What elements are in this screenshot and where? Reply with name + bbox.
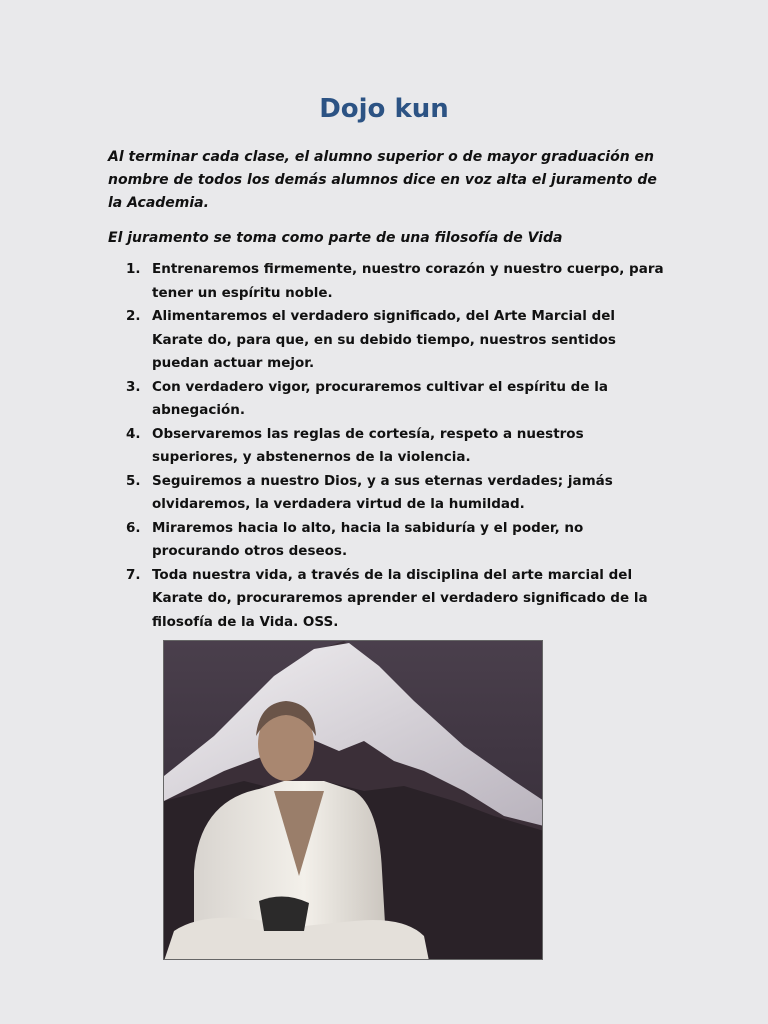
list-item-number: 5. [126,472,141,489]
list-item-number: 1. [126,261,141,277]
list-item [126,564,666,635]
oath-intro-paragraph: El juramento se toma como parte de una filosofía de Vida [108,230,563,246]
list-item-number: 6. [126,519,141,536]
oath-list [126,258,666,634]
list-item-number: 7. [126,566,141,583]
page-title: Dojo kun [319,94,449,124]
intro-paragraph: Al terminar cada clase, el alumno superior o de mayor graduación en nombre de todos los demás alumnos dice en voz alta el juramento de la Academia. [108,149,657,211]
list-item-number: 3. [126,378,141,395]
photo-illustration [164,641,543,960]
list-item-text: Seguiremos a nuestro Dios, y a sus eternas verdades; jamás olvidaremos, la verdadera virtud de la humildad. [152,472,613,512]
list-item [126,305,666,376]
list-item-text: Alimentaremos el verdadero significado, del Arte Marcial del Karate do, para que, en su debido tiempo, nuestros sentidos puedan actuar mejor. [152,308,616,371]
list-item [126,470,666,517]
list-item-text: Miraremos hacia lo alto, hacia la sabiduría y el poder, no procurando otros deseos. [152,519,584,559]
list-item [126,423,666,470]
list-item-number: 2. [126,308,141,324]
karate-master-photo [163,640,543,960]
list-item-text: Observaremos las reglas de cortesía, respeto a nuestros superiores, y abstenernos de la violencia. [152,425,584,465]
list-item [126,258,666,305]
list-item-text: Toda nuestra vida, a través de la disciplina del arte marcial del Karate do, procuraremos aprender el verdadero significado de la filosofía de la Vida. OSS. [152,566,648,630]
list-item [126,376,666,423]
list-item-number: 4. [126,425,141,442]
hands-belt-shape [259,896,309,931]
list-item-text: Con verdadero vigor, procuraremos cultivar el espíritu de la abnegación. [152,378,608,418]
list-item-text: Entrenaremos firmemente, nuestro corazón y nuestro cuerpo, para tener un espíritu noble. [152,261,664,301]
list-item [126,517,666,564]
